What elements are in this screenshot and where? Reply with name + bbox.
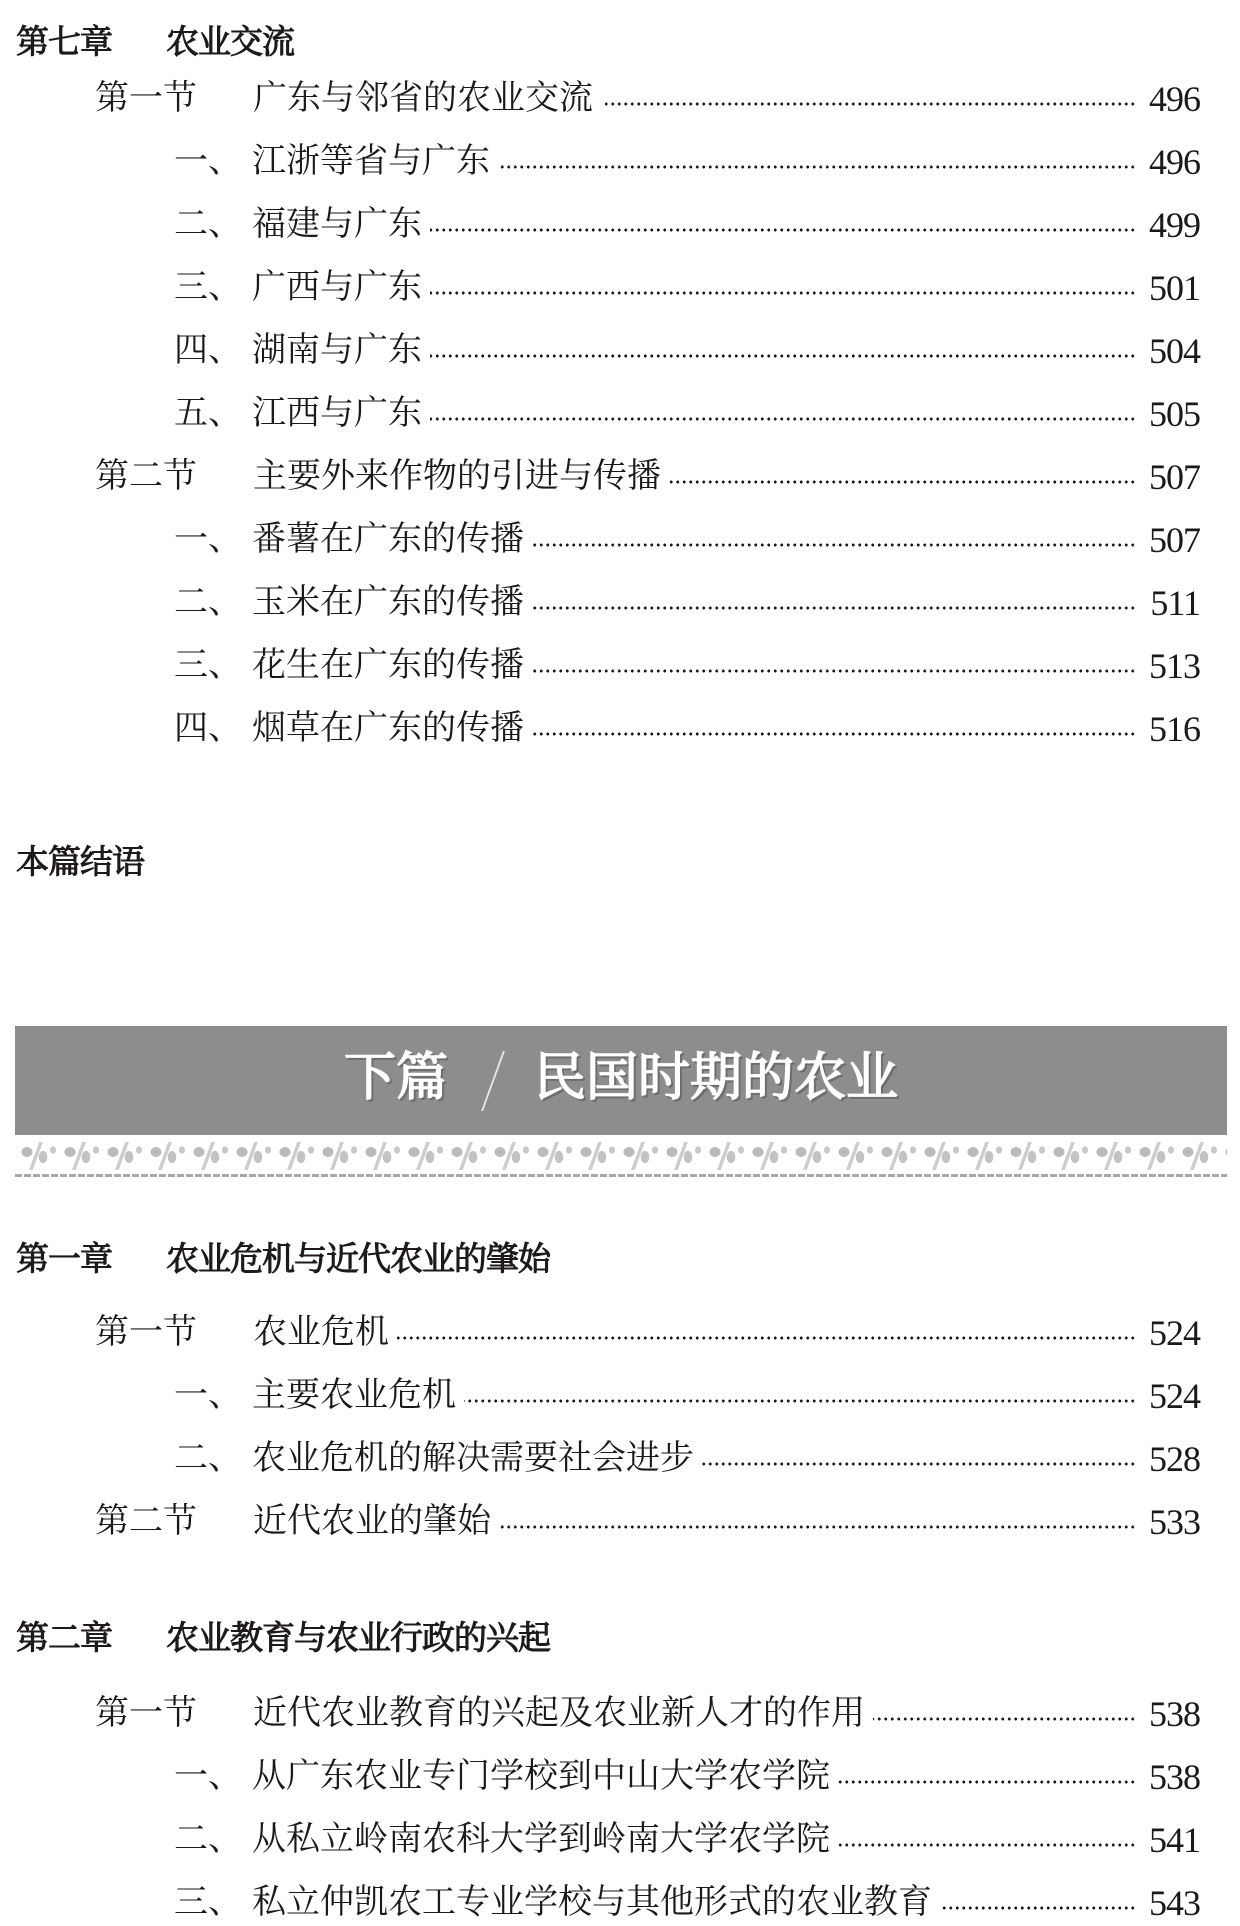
item-title: 从私立岭南农科大学到岭南大学农学院 (252, 1819, 830, 1859)
toc-section-row[interactable] (0, 454, 1240, 498)
page-number: 541 (1149, 1820, 1200, 1860)
page-number: 516 (1149, 709, 1200, 749)
item-number: 二、 (174, 582, 242, 622)
section-title: 农业危机 (253, 1312, 389, 1352)
page-number: 528 (1149, 1439, 1200, 1479)
dot-leader (940, 1906, 1136, 1910)
item-title: 主要农业危机 (252, 1375, 456, 1415)
page-number: 501 (1149, 268, 1200, 308)
page-number: 511 (1150, 583, 1200, 623)
toc-item-row[interactable] (0, 139, 1240, 183)
toc-item-row[interactable] (0, 706, 1240, 750)
page-number: 496 (1149, 79, 1200, 119)
toc-item-row[interactable] (0, 391, 1240, 435)
dot-leader (838, 1780, 1136, 1784)
toc-item-row[interactable] (0, 517, 1240, 561)
part-conclusion-heading (16, 842, 144, 882)
part-label: 下篇 (343, 1048, 448, 1108)
page-number: 507 (1149, 457, 1200, 497)
item-title: 花生在广东的传播 (252, 645, 524, 685)
dot-leader (532, 543, 1136, 547)
page-number: 538 (1149, 1694, 1200, 1734)
part-title: 民国时期的农业 (534, 1048, 899, 1108)
item-number: 四、 (174, 330, 242, 370)
dot-leader (601, 102, 1136, 106)
toc-item-row[interactable] (0, 643, 1240, 687)
dot-leader (499, 1525, 1136, 1529)
section-number: 第二节 (95, 1501, 197, 1541)
chapter-title: 农业交流 (166, 22, 294, 61)
page-number: 505 (1149, 394, 1200, 434)
chapter-title: 农业危机与近代农业的肇始 (166, 1239, 550, 1278)
toc-section-row[interactable] (0, 1310, 1240, 1354)
item-number: 五、 (174, 393, 242, 433)
section-number: 第一节 (95, 1312, 197, 1352)
dot-leader (669, 480, 1136, 484)
toc-section-row[interactable] (0, 76, 1240, 120)
section-title: 广东与邻省的农业交流 (253, 78, 593, 118)
item-title: 番薯在广东的传播 (252, 519, 524, 559)
toc-item-row[interactable] (0, 1436, 1240, 1480)
item-number: 一、 (174, 1756, 242, 1796)
part-banner (15, 1026, 1227, 1135)
page-number: 507 (1149, 520, 1200, 560)
section-title: 主要外来作物的引进与传播 (253, 456, 661, 496)
item-number: 三、 (174, 267, 242, 307)
dashed-divider (15, 1174, 1227, 1177)
dot-leader (430, 354, 1136, 358)
page-number: 543 (1149, 1883, 1200, 1923)
item-number: 二、 (174, 1819, 242, 1859)
section-title: 近代农业的肇始 (253, 1501, 491, 1541)
dot-leader (498, 165, 1136, 169)
page-number: 499 (1149, 205, 1200, 245)
item-title: 从广东农业专门学校到中山大学农学院 (252, 1756, 830, 1796)
page-number: 496 (1149, 142, 1200, 182)
toc-item-row[interactable] (0, 328, 1240, 372)
chapter-number: 第一章 (16, 1239, 112, 1278)
page-number: 504 (1149, 331, 1200, 371)
section-title: 近代农业教育的兴起及农业新人才的作用 (253, 1693, 865, 1733)
item-number: 二、 (174, 1438, 242, 1478)
dot-leader (532, 606, 1136, 610)
item-title: 江浙等省与广东 (252, 141, 490, 181)
dot-leader (532, 669, 1136, 673)
item-title: 农业危机的解决需要社会进步 (252, 1438, 694, 1478)
item-number: 一、 (174, 519, 242, 559)
item-number: 三、 (174, 645, 242, 685)
decorative-pattern-strip (15, 1142, 1227, 1170)
dot-leader (873, 1717, 1136, 1721)
item-title: 江西与广东 (252, 393, 422, 433)
chapter-number: 第七章 (16, 22, 112, 61)
item-number: 三、 (174, 1882, 242, 1922)
dot-leader (430, 291, 1136, 295)
dot-leader (430, 228, 1136, 232)
page-number: 524 (1149, 1376, 1200, 1416)
item-title: 私立仲凯农工专业学校与其他形式的农业教育 (252, 1882, 932, 1922)
toc-item-row[interactable] (0, 1817, 1240, 1861)
slash-divider-icon (481, 1051, 505, 1111)
page-number: 533 (1149, 1502, 1200, 1542)
dot-leader (702, 1462, 1136, 1466)
item-number: 四、 (174, 708, 242, 748)
item-number: 一、 (174, 1375, 242, 1415)
page-number: 513 (1149, 646, 1200, 686)
item-number: 一、 (174, 141, 242, 181)
toc-item-row[interactable] (0, 1880, 1240, 1924)
chapter-heading-7 (16, 22, 294, 62)
page-number: 524 (1149, 1313, 1200, 1353)
toc-item-row[interactable] (0, 1754, 1240, 1798)
conclusion-title: 本篇结语 (16, 842, 144, 881)
toc-item-row[interactable] (0, 1373, 1240, 1417)
item-title: 广西与广东 (252, 267, 422, 307)
toc-section-row[interactable] (0, 1691, 1240, 1735)
dot-leader (532, 732, 1136, 736)
chapter-heading-2 (16, 1618, 550, 1658)
section-number: 第一节 (95, 1693, 197, 1733)
section-number: 第二节 (95, 456, 197, 496)
item-title: 福建与广东 (252, 204, 422, 244)
dot-leader (397, 1336, 1136, 1340)
toc-item-row[interactable] (0, 202, 1240, 246)
toc-item-row[interactable] (0, 265, 1240, 309)
item-number: 二、 (174, 204, 242, 244)
chapter-heading-1 (16, 1239, 550, 1279)
section-number: 第一节 (95, 78, 197, 118)
dot-leader (430, 417, 1136, 421)
item-title: 玉米在广东的传播 (252, 582, 524, 622)
item-title: 湖南与广东 (252, 330, 422, 370)
dot-leader (464, 1399, 1136, 1403)
toc-item-row[interactable] (0, 580, 1240, 624)
item-title: 烟草在广东的传播 (252, 708, 524, 748)
chapter-number: 第二章 (16, 1618, 112, 1657)
dot-leader (838, 1843, 1136, 1847)
page-number: 538 (1149, 1757, 1200, 1797)
chapter-title: 农业教育与农业行政的兴起 (166, 1618, 550, 1657)
toc-section-row[interactable] (0, 1499, 1240, 1543)
